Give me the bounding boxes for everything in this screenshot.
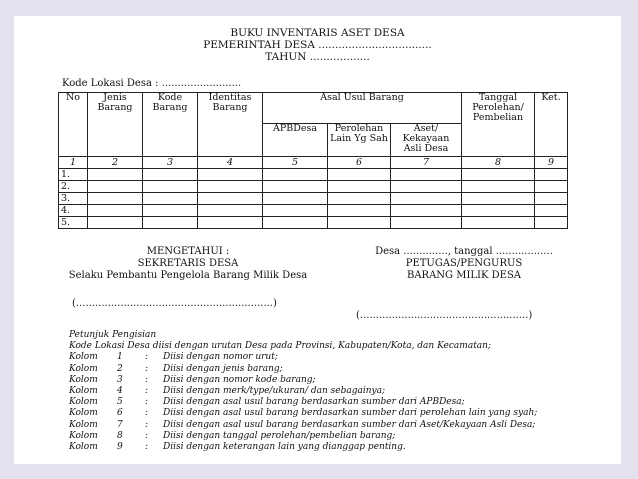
kolom-description: Diisi dengan asal usul barang berdasarkan sumber dari APBDesa; (163, 397, 465, 408)
kolom-number: 3 (117, 374, 123, 385)
colon: : (145, 386, 149, 397)
colon: : (145, 419, 149, 430)
column-number: 8 (462, 157, 535, 169)
inventory-table (58, 92, 568, 229)
column-number: 6 (328, 157, 391, 169)
header-aset-kekayaan: Aset/ Kekayaan Asli Desa (391, 124, 462, 157)
document-page (14, 16, 621, 464)
kolom-label: Kolom (69, 374, 98, 385)
colon: : (145, 397, 149, 408)
kolom-item (69, 386, 609, 397)
kolom-label: Kolom (69, 442, 98, 453)
kolom-number: 8 (117, 430, 123, 441)
kolom-item (69, 364, 609, 375)
kolom-item (69, 375, 609, 386)
kolom-label: Kolom (69, 363, 98, 374)
column-number-row (59, 157, 568, 169)
kolom-number: 5 (117, 397, 123, 408)
desa-tanggal-line: Desa .............., tanggal .................. (375, 246, 553, 257)
petunjuk-intro: Kode Lokasi Desa diisi dengan urutan Desa pada Provinsi, Kabupaten/Kota, dan Kecamatan; (69, 341, 492, 352)
row-number: 4. (59, 205, 88, 217)
barang-milik-desa-label: BARANG MILIK DESA (406, 270, 522, 281)
mengetahui-label: MENGETAHUI : (146, 246, 230, 257)
kolom-number: 1 (117, 352, 123, 363)
colon: : (145, 408, 149, 419)
kolom-description: Diisi dengan keterangan lain yang dianggap penting. (163, 442, 406, 453)
signature-name-left: (..............................................................) (72, 298, 277, 309)
kode-lokasi-desa: Kode Lokasi Desa : ......................... (62, 78, 242, 89)
table-row (59, 169, 568, 181)
column-number: 3 (143, 157, 198, 169)
kolom-number: 2 (117, 363, 123, 374)
petunjuk-pengisian (69, 330, 609, 453)
sekretaris-desa-label: SEKRETARIS DESA (137, 258, 239, 269)
kolom-description: Diisi dengan asal usul barang berdasarkan sumber dari perolehan lain yang syah; (163, 408, 538, 419)
kolom-description: Diisi dengan tanggal perolehan/pembelian barang; (163, 430, 396, 441)
header-jenis-barang: Jenis Barang (88, 93, 143, 157)
header-perolehan-lain: Perolehan Lain Yg Sah (328, 124, 391, 157)
kolom-list (69, 352, 609, 453)
kolom-label: Kolom (69, 408, 98, 419)
column-number: 2 (88, 157, 143, 169)
column-number: 4 (198, 157, 263, 169)
header-asal-usul: Asal Usul Barang (263, 93, 462, 124)
row-number: 3. (59, 193, 88, 205)
row-number: 5. (59, 217, 88, 229)
kolom-item (69, 408, 609, 419)
colon: : (145, 430, 149, 441)
tahun-line: TAHUN .................. (265, 51, 370, 63)
signature-name-right: (.....................................................) (356, 310, 533, 321)
kolom-description: Diisi dengan asal usul barang berdasarkan sumber dari Aset/Kekayaan Asli Desa; (163, 419, 536, 430)
pemerintah-desa-line: PEMERINTAH DESA .................................. (203, 39, 432, 51)
header-ket: Ket. (535, 93, 568, 157)
petunjuk-title: Petunjuk Pengisian (69, 330, 157, 340)
kolom-label: Kolom (69, 386, 98, 397)
kolom-description: Diisi dengan jenis barang; (163, 363, 283, 374)
colon: : (145, 374, 149, 385)
pembantu-pengelola-label: Selaku Pembantu Pengelola Barang Milik Desa (68, 270, 308, 281)
table-header-row (59, 93, 568, 124)
header-kode-barang: Kode Barang (143, 93, 198, 157)
kolom-label: Kolom (69, 352, 98, 363)
kolom-number: 9 (117, 442, 123, 453)
row-number: 1. (59, 169, 88, 181)
column-number: 5 (263, 157, 328, 169)
kolom-number: 6 (117, 408, 123, 419)
petugas-pengurus-label: PETUGAS/PENGURUS (405, 258, 523, 269)
header-tanggal: Tanggal Perolehan/ Pembelian (462, 93, 535, 157)
row-number: 2. (59, 181, 88, 193)
kolom-description: Diisi dengan nomor kode barang; (163, 374, 316, 385)
column-number: 7 (391, 157, 462, 169)
kolom-label: Kolom (69, 430, 98, 441)
column-number: 1 (59, 157, 88, 169)
column-number: 9 (535, 157, 568, 169)
header-apbdesa: APBDesa (263, 124, 328, 157)
kolom-item (69, 420, 609, 431)
header-identitas-barang: Identitas Barang (198, 93, 263, 157)
kolom-item (69, 397, 609, 408)
table-row (59, 217, 568, 229)
colon: : (145, 363, 149, 374)
document-title: BUKU INVENTARIS ASET DESA (230, 27, 405, 39)
kolom-description: Diisi dengan merk/type/ukuran/ dan sebagainya; (163, 386, 386, 397)
kolom-label: Kolom (69, 397, 98, 408)
colon: : (145, 352, 149, 363)
kolom-number: 7 (117, 419, 123, 430)
header-no: No (59, 93, 88, 157)
kolom-number: 4 (117, 386, 123, 397)
kolom-item (69, 431, 609, 442)
kolom-label: Kolom (69, 419, 98, 430)
kolom-item (69, 352, 609, 363)
signature-block-right (344, 246, 584, 282)
kolom-item (69, 442, 609, 453)
kolom-description: Diisi dengan nomor urut; (163, 352, 278, 363)
table-row (59, 181, 568, 193)
colon: : (145, 442, 149, 453)
table-row (59, 193, 568, 205)
signature-block-left (54, 246, 322, 282)
table-row (59, 205, 568, 217)
